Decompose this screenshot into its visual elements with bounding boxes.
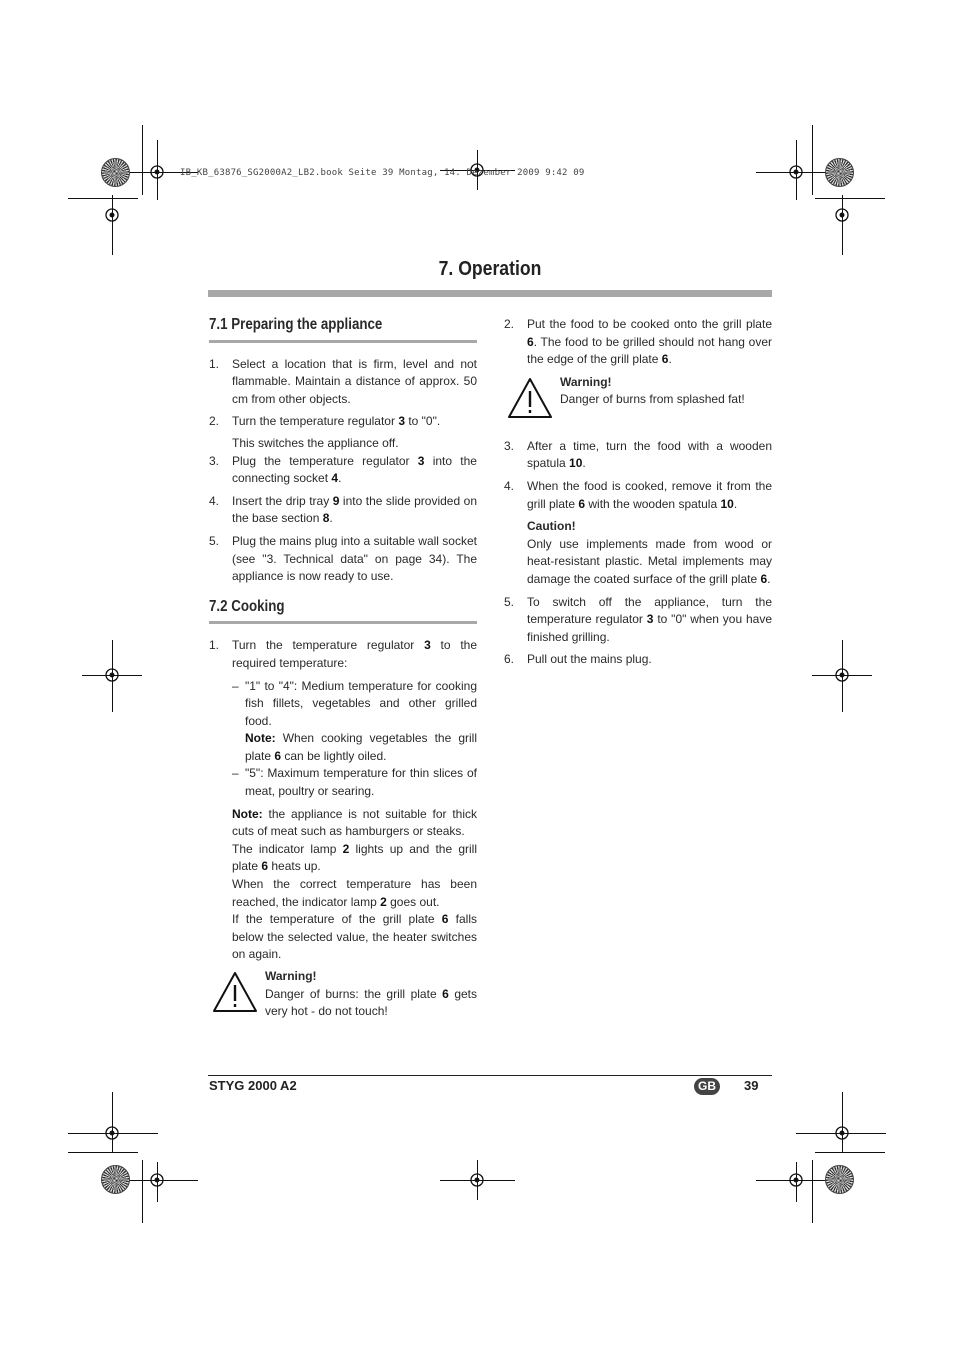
section-title: 7.1 Preparing the appliance xyxy=(209,316,383,333)
list-item: 5. To switch off the appliance, turn the temperature regulator 3 to "0" when you have finished grilling. xyxy=(504,594,772,644)
warning-box xyxy=(209,968,477,1021)
color-rosette-icon xyxy=(101,158,130,187)
list-item: 2. Put the food to be cooked onto the grill plate 6. The food to be grilled should not hang over the edge of the grill plate 6. xyxy=(504,317,772,367)
warning-box xyxy=(504,374,772,424)
list-item-note: This switches the appliance off. xyxy=(232,435,399,450)
print-slug: IB_KB_63876_SG2000A2_LB2.book Seite 39 Montag, 14. Dezember 2009 9:42 09 xyxy=(180,168,585,178)
warning-triangle-icon xyxy=(211,970,259,1014)
chapter-title: 7. Operation xyxy=(438,258,542,280)
caution-box xyxy=(504,518,772,588)
left-column xyxy=(209,316,477,1027)
right-column xyxy=(504,316,772,674)
chapter-bar xyxy=(208,290,772,297)
sub-list-note: Note: When cooking vegetables the grill plate 6 can be lightly oiled. xyxy=(245,731,477,763)
list-item: 1. Select a location that is firm, level and not flammable. Maintain a distance of approx. 50 cm from other objects. xyxy=(209,356,477,406)
list-item: 3. After a time, turn the food with a wooden spatula 10. xyxy=(504,438,772,471)
section-rule xyxy=(209,340,477,343)
caution-text: Only use implements made from wood or heat-resistant plastic. Metal implements may damage the coated surface of the grill plate 6. xyxy=(527,536,772,586)
list-item: 4. When the food is cooked, remove it from the grill plate 6 with the wooden spatula 10. xyxy=(504,478,772,511)
color-rosette-icon xyxy=(825,1165,854,1194)
color-rosette-icon xyxy=(101,1165,130,1194)
page-number: 39 xyxy=(744,1078,759,1093)
warning-text: Danger of burns from splashed fat! xyxy=(560,392,745,407)
registration-mark-icon xyxy=(787,1171,805,1189)
paragraph: If the temperature of the grill plate 6 falls below the selected value, the heater switches on again. xyxy=(232,912,477,962)
sub-list-item: – "5": Maximum temperature for thin slices of meat, poultry or searing. xyxy=(232,766,477,799)
section-rule xyxy=(209,621,477,624)
list-item: 3. Plug the temperature regulator 3 into the connecting socket 4. xyxy=(209,453,477,486)
paragraph: When the correct temperature has been reached, the indicator lamp 2 goes out. xyxy=(232,877,477,909)
warning-title: Warning! xyxy=(560,374,612,389)
registration-mark-icon xyxy=(103,206,121,224)
footer-rule xyxy=(208,1075,772,1076)
warning-triangle-icon xyxy=(506,376,554,420)
section-title: 7.2 Cooking xyxy=(209,597,285,615)
list-item: 4. Insert the drip tray 9 into the slide provided on the base section 8. xyxy=(209,493,477,526)
language-badge: GB xyxy=(694,1078,720,1095)
note-paragraph: Note: the appliance is not suitable for thick cuts of meat such as hamburgers or steaks. xyxy=(232,806,477,839)
list-item: 6. Pull out the mains plug. xyxy=(504,652,652,667)
registration-mark-icon xyxy=(468,1171,486,1189)
warning-title: Warning! xyxy=(265,969,317,983)
registration-mark-icon xyxy=(148,1171,166,1189)
registration-mark-icon xyxy=(787,163,805,181)
caution-title: Caution! xyxy=(527,519,576,534)
color-rosette-icon xyxy=(825,158,854,187)
list-item: 1. Turn the temperature regulator 3 to the required temperature: xyxy=(209,638,478,670)
list-item: 5. Plug the mains plug into a suitable wall socket (see "3. Technical data" on page 34). The appliance is now ready to use. xyxy=(209,533,477,584)
warning-text: Danger of burns: the grill plate 6 gets very hot - do not touch! xyxy=(265,986,477,1019)
registration-mark-icon xyxy=(103,1124,121,1142)
registration-mark-icon xyxy=(833,1124,851,1142)
paragraph: The indicator lamp 2 lights up and the grill plate 6 heats up. xyxy=(232,841,478,874)
registration-mark-icon xyxy=(103,666,121,684)
registration-mark-icon xyxy=(148,163,166,181)
footer-model: STYG 2000 A2 xyxy=(209,1078,297,1093)
registration-mark-icon xyxy=(833,206,851,224)
sub-list-item: – "1" to "4": Medium temperature for cooking fish fillets, vegetables and other grilled food. xyxy=(232,678,477,728)
registration-mark-icon xyxy=(833,666,851,684)
list-item: 2. Turn the temperature regulator 3 to "0". xyxy=(209,414,441,429)
